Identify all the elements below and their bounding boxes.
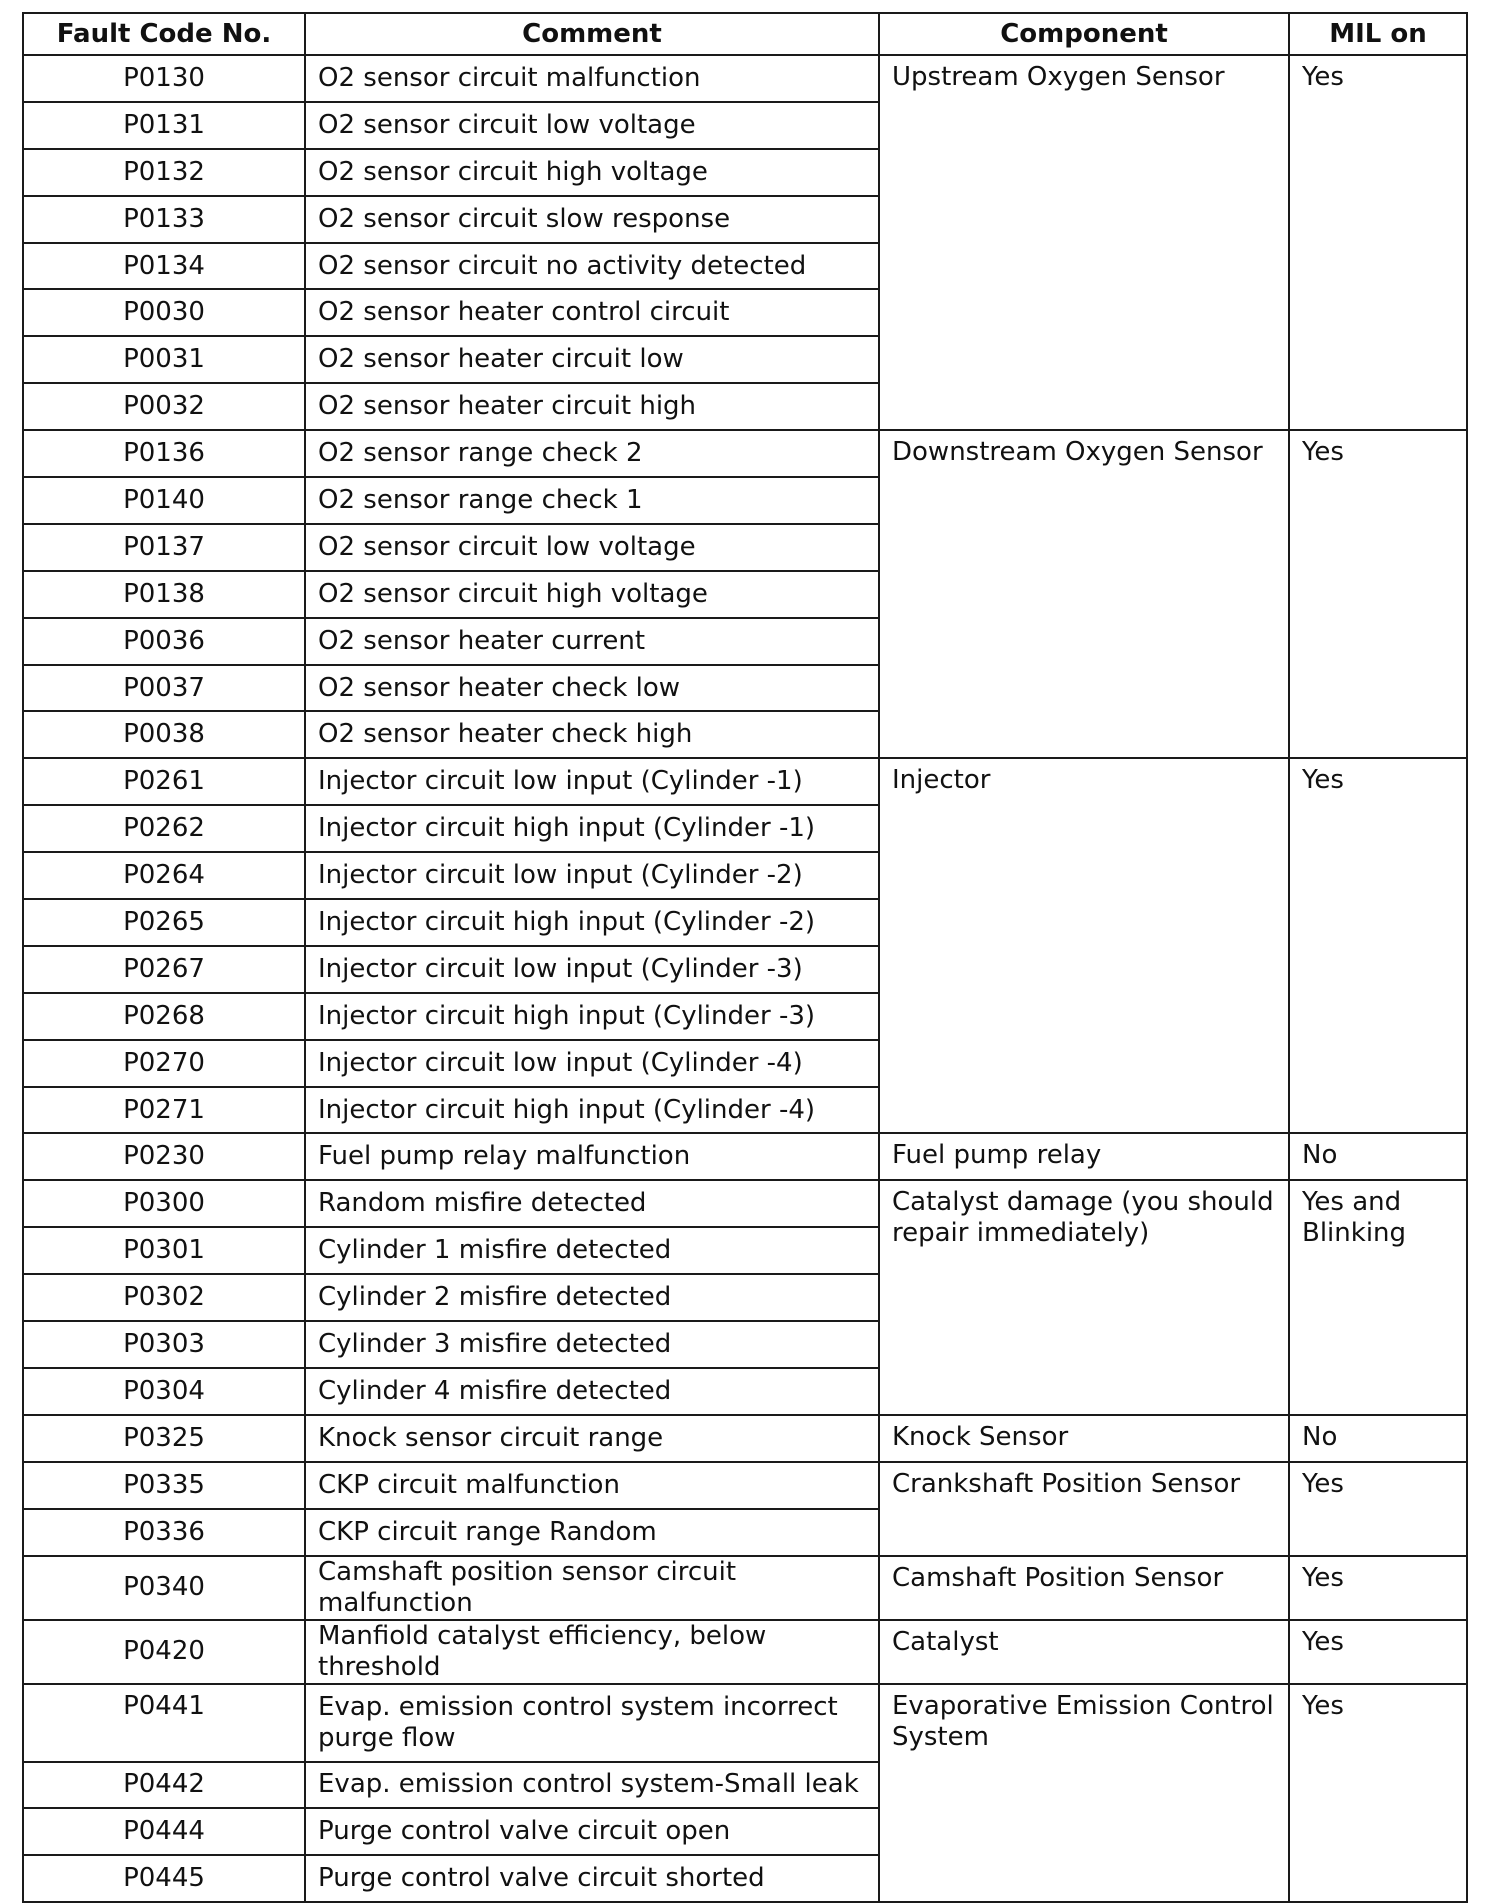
table-row <box>23 55 1467 102</box>
component-cell: Fuel pump relay <box>879 1133 1289 1180</box>
fault-comment: O2 sensor heater control circuit <box>305 289 879 336</box>
fault-comment: O2 sensor heater check high <box>305 711 879 758</box>
fault-comment: Injector circuit high input (Cylinder -1) <box>305 805 879 852</box>
header-mil-on: MIL on <box>1289 13 1467 55</box>
fault-code: P0340 <box>23 1556 305 1620</box>
fault-code: P0262 <box>23 805 305 852</box>
table-row <box>23 1620 1467 1684</box>
fault-comment: O2 sensor range check 1 <box>305 477 879 524</box>
fault-code: P0335 <box>23 1462 305 1509</box>
component-cell: Camshaft Position Sensor <box>879 1556 1289 1620</box>
fault-comment: O2 sensor circuit malfunction <box>305 55 879 102</box>
fault-code: P0271 <box>23 1087 305 1134</box>
fault-code: P0036 <box>23 618 305 665</box>
mil-cell: Yes <box>1289 55 1467 430</box>
fault-code: P0130 <box>23 55 305 102</box>
fault-comment: Injector circuit low input (Cylinder -3) <box>305 946 879 993</box>
component-cell: Crankshaft Position Sensor <box>879 1462 1289 1556</box>
fault-comment: Camshaft position sensor circuit malfunction <box>305 1556 879 1620</box>
mil-cell: Yes <box>1289 430 1467 758</box>
component-cell: Injector <box>879 758 1289 1133</box>
fault-code: P0261 <box>23 758 305 805</box>
component-cell: Catalyst damage (you should repair immediately) <box>879 1180 1289 1414</box>
fault-code: P0031 <box>23 336 305 383</box>
fault-comment: Cylinder 2 misfire detected <box>305 1274 879 1321</box>
fault-code: P0444 <box>23 1808 305 1855</box>
fault-comment: Evap. emission control system incorrect purge flow <box>305 1684 879 1762</box>
fault-comment: Cylinder 4 misfire detected <box>305 1368 879 1415</box>
fault-code: P0265 <box>23 899 305 946</box>
fault-comment: O2 sensor range check 2 <box>305 430 879 477</box>
fault-comment: Purge control valve circuit shorted <box>305 1855 879 1902</box>
fault-comment: Cylinder 3 misfire detected <box>305 1321 879 1368</box>
component-cell: Knock Sensor <box>879 1415 1289 1462</box>
fault-code: P0037 <box>23 665 305 712</box>
table-row <box>23 1462 1467 1509</box>
fault-comment: O2 sensor heater circuit low <box>305 336 879 383</box>
component-cell: Catalyst <box>879 1620 1289 1684</box>
mil-cell: Yes <box>1289 1462 1467 1556</box>
mil-cell: Yes <box>1289 1620 1467 1684</box>
fault-code: P0420 <box>23 1620 305 1684</box>
fault-comment: O2 sensor heater current <box>305 618 879 665</box>
fault-comment: Injector circuit high input (Cylinder -3) <box>305 993 879 1040</box>
fault-comment: O2 sensor heater check low <box>305 665 879 712</box>
component-cell: Downstream Oxygen Sensor <box>879 430 1289 758</box>
fault-code: P0140 <box>23 477 305 524</box>
table-row <box>23 1684 1467 1762</box>
fault-comment: O2 sensor circuit low voltage <box>305 524 879 571</box>
fault-code: P0030 <box>23 289 305 336</box>
fault-comment: O2 sensor heater circuit high <box>305 383 879 430</box>
fault-code: P0301 <box>23 1227 305 1274</box>
fault-code: P0268 <box>23 993 305 1040</box>
fault-code: P0137 <box>23 524 305 571</box>
fault-comment: Knock sensor circuit range <box>305 1415 879 1462</box>
header-comment: Comment <box>305 13 879 55</box>
fault-code: P0134 <box>23 243 305 290</box>
mil-cell: No <box>1289 1415 1467 1462</box>
table-row <box>23 1556 1467 1620</box>
fault-comment: Injector circuit high input (Cylinder -2) <box>305 899 879 946</box>
fault-code: P0230 <box>23 1133 305 1180</box>
fault-comment: Manfiold catalyst efficiency, below threshold <box>305 1620 879 1684</box>
fault-comment: O2 sensor circuit low voltage <box>305 102 879 149</box>
fault-code: P0304 <box>23 1368 305 1415</box>
fault-comment: O2 sensor circuit high voltage <box>305 571 879 618</box>
fault-code: P0336 <box>23 1509 305 1556</box>
fault-code: P0270 <box>23 1040 305 1087</box>
fault-code: P0445 <box>23 1855 305 1902</box>
fault-code: P0136 <box>23 430 305 477</box>
fault-comment: Fuel pump relay malfunction <box>305 1133 879 1180</box>
fault-code: P0131 <box>23 102 305 149</box>
fault-code: P0032 <box>23 383 305 430</box>
fault-code: P0267 <box>23 946 305 993</box>
fault-code: P0441 <box>23 1684 305 1762</box>
fault-comment: O2 sensor circuit high voltage <box>305 149 879 196</box>
fault-comment: Injector circuit high input (Cylinder -4) <box>305 1087 879 1134</box>
table-row <box>23 758 1467 805</box>
fault-comment: Purge control valve circuit open <box>305 1808 879 1855</box>
fault-code: P0300 <box>23 1180 305 1227</box>
mil-cell: Yes <box>1289 1684 1467 1903</box>
mil-cell: No <box>1289 1133 1467 1180</box>
fault-comment: O2 sensor circuit no activity detected <box>305 243 879 290</box>
fault-code: P0264 <box>23 852 305 899</box>
fault-comment: Cylinder 1 misfire detected <box>305 1227 879 1274</box>
fault-code: P0302 <box>23 1274 305 1321</box>
fault-code: P0442 <box>23 1762 305 1809</box>
fault-code: P0138 <box>23 571 305 618</box>
fault-code: P0325 <box>23 1415 305 1462</box>
mil-cell: Yes <box>1289 1556 1467 1620</box>
fault-comment: CKP circuit malfunction <box>305 1462 879 1509</box>
fault-comment: Injector circuit low input (Cylinder -1) <box>305 758 879 805</box>
fault-code-table <box>22 12 1468 1903</box>
fault-comment: Evap. emission control system-Small leak <box>305 1762 879 1809</box>
fault-comment: CKP circuit range Random <box>305 1509 879 1556</box>
fault-comment: Injector circuit low input (Cylinder -2) <box>305 852 879 899</box>
fault-comment: O2 sensor circuit slow response <box>305 196 879 243</box>
fault-code: P0133 <box>23 196 305 243</box>
header-row <box>23 13 1467 55</box>
fault-code: P0303 <box>23 1321 305 1368</box>
component-cell: Upstream Oxygen Sensor <box>879 55 1289 430</box>
header-fault-code: Fault Code No. <box>23 13 305 55</box>
header-component: Component <box>879 13 1289 55</box>
fault-code: P0038 <box>23 711 305 758</box>
mil-cell: Yes and Blinking <box>1289 1180 1467 1414</box>
table-row <box>23 1180 1467 1227</box>
fault-comment: Random misfire detected <box>305 1180 879 1227</box>
fault-code: P0132 <box>23 149 305 196</box>
component-cell: Evaporative Emission Control System <box>879 1684 1289 1903</box>
fault-comment: Injector circuit low input (Cylinder -4) <box>305 1040 879 1087</box>
mil-cell: Yes <box>1289 758 1467 1133</box>
table-row <box>23 1133 1467 1180</box>
table-row <box>23 1415 1467 1462</box>
table-row <box>23 430 1467 477</box>
